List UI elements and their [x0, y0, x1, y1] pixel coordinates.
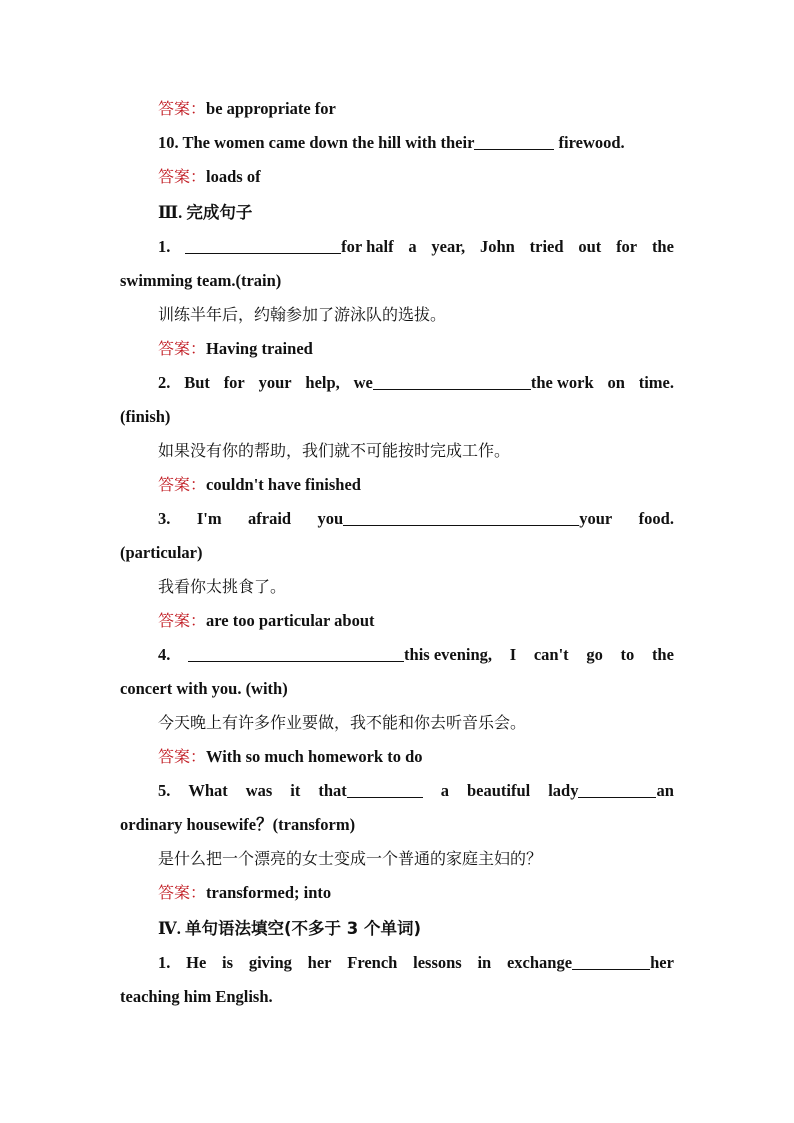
- word: for: [223, 373, 245, 392]
- answer-blank[interactable]: [373, 388, 531, 390]
- answer-text: be appropriate for: [206, 99, 336, 118]
- word: for: [616, 237, 638, 256]
- word: I'm: [196, 509, 222, 528]
- answer-blank[interactable]: [347, 796, 423, 798]
- word: that: [318, 781, 347, 800]
- sentence-2-chinese: 如果没有你的帮助，我们就不可能按时完成工作。: [158, 441, 511, 460]
- grammar-1-line-1: [120, 946, 674, 980]
- sentence-3-line-1: [120, 502, 674, 536]
- word: a: [440, 781, 449, 800]
- word: time.: [638, 373, 674, 392]
- worksheet-page: [120, 92, 674, 1014]
- sentence-number: 2.: [158, 373, 171, 392]
- sentence-2-line-2: (finish): [120, 407, 171, 426]
- answer-text: loads of: [206, 167, 261, 186]
- word: I: [509, 645, 517, 664]
- sentence-4-chinese: 今天晚上有许多作业要做，我不能和你去听音乐会。: [158, 713, 527, 732]
- answer-line: [120, 160, 674, 194]
- word: out: [578, 237, 602, 256]
- word: on: [607, 373, 625, 392]
- section-heading-3: [120, 196, 674, 230]
- word: a: [408, 237, 417, 256]
- question-number: 10.: [158, 133, 179, 152]
- word: giving: [248, 953, 292, 972]
- section-number: Ⅲ.: [158, 203, 183, 222]
- answer-text: couldn't have finished: [206, 475, 361, 494]
- sentence-5-chinese: 是什么把一个漂亮的女士变成一个普通的家庭主妇的？: [158, 849, 543, 868]
- word: an: [656, 781, 674, 800]
- sentence-5-line-2: ordinary housewife？(transform): [120, 815, 356, 834]
- word: John: [479, 237, 515, 256]
- answer-blank[interactable]: [343, 524, 579, 526]
- word: afraid: [248, 509, 292, 528]
- question-text: The women came down the hill with their: [182, 133, 475, 152]
- word: is: [222, 953, 234, 972]
- answer-line: [120, 604, 674, 638]
- answer-line: [120, 468, 674, 502]
- sentence-number: 3.: [158, 509, 171, 528]
- word: for half: [341, 237, 394, 256]
- word: to: [620, 645, 635, 664]
- word: the: [651, 237, 674, 256]
- sentence-number: 1.: [158, 237, 171, 256]
- answer-label: 答案：: [158, 475, 207, 494]
- word: in: [477, 953, 492, 972]
- word: the work: [530, 373, 594, 392]
- answer-blank[interactable]: [572, 968, 650, 970]
- question-text-end: firewood.: [558, 133, 625, 152]
- word: you: [317, 509, 344, 528]
- word: tried: [529, 237, 564, 256]
- word: beautiful: [466, 781, 531, 800]
- word: go: [586, 645, 603, 664]
- answer-blank[interactable]: [185, 252, 341, 254]
- section-title: 完成句子: [186, 203, 253, 222]
- word: we: [353, 373, 373, 392]
- answer-line: [120, 876, 674, 910]
- word: exchange: [506, 953, 573, 972]
- word: food.: [638, 509, 674, 528]
- answer-label: 答案：: [158, 611, 207, 630]
- sentence-3-line-2: (particular): [120, 543, 203, 562]
- section-number: Ⅳ.: [158, 919, 181, 938]
- word: French: [347, 953, 398, 972]
- word: help,: [305, 373, 340, 392]
- sentence-4-line-2: concert with you. (with): [120, 679, 288, 698]
- answer-text: Having trained: [206, 339, 313, 358]
- word: can't: [533, 645, 569, 664]
- answer-text: With so much homework to do: [206, 747, 423, 766]
- answer-blank[interactable]: [188, 660, 404, 662]
- word: lady: [548, 781, 579, 800]
- word: year,: [431, 237, 466, 256]
- section-title: 单句语法填空: [184, 919, 284, 938]
- sentence-number: 4.: [158, 645, 171, 664]
- sentence-number: 5.: [158, 781, 171, 800]
- answer-text: transformed; into: [206, 883, 332, 902]
- word: her: [650, 953, 674, 972]
- section-note: (不多于 3 个单词): [283, 919, 422, 938]
- answer-blank[interactable]: [474, 148, 554, 150]
- word: What: [188, 781, 228, 800]
- answer-text: are too particular about: [206, 611, 375, 630]
- word: the: [651, 645, 674, 664]
- question-number: 1.: [158, 953, 171, 972]
- grammar-1-line-2: teaching him English.: [120, 987, 273, 1006]
- answer-label: 答案：: [158, 167, 207, 186]
- word: lessons: [413, 953, 462, 972]
- sentence-1-chinese: 训练半年后，约翰参加了游泳队的选拔。: [158, 305, 447, 324]
- word: her: [307, 953, 332, 972]
- sentence-4-line-1: [120, 638, 674, 672]
- sentence-2-line-1: [120, 366, 674, 400]
- answer-line: [120, 92, 674, 126]
- sentence-5-line-1: [120, 774, 674, 808]
- word: it: [290, 781, 301, 800]
- word: He: [186, 953, 207, 972]
- answer-label: 答案：: [158, 883, 207, 902]
- answer-blank[interactable]: [578, 796, 656, 798]
- sentence-3-chinese: 我看你太挑食了。: [158, 577, 287, 596]
- word: your: [579, 509, 613, 528]
- word: But: [184, 373, 210, 392]
- answer-label: 答案：: [158, 99, 207, 118]
- answer-label: 答案：: [158, 339, 207, 358]
- answer-label: 答案：: [158, 747, 207, 766]
- question-10: [120, 126, 674, 160]
- sentence-1-line-2: swimming team.(train): [120, 271, 282, 290]
- answer-line: [120, 740, 674, 774]
- word: this evening,: [404, 645, 493, 664]
- answer-line: [120, 332, 674, 366]
- section-heading-4: [120, 912, 674, 946]
- word: was: [245, 781, 273, 800]
- sentence-1-line-1: [120, 230, 674, 264]
- word: your: [258, 373, 292, 392]
